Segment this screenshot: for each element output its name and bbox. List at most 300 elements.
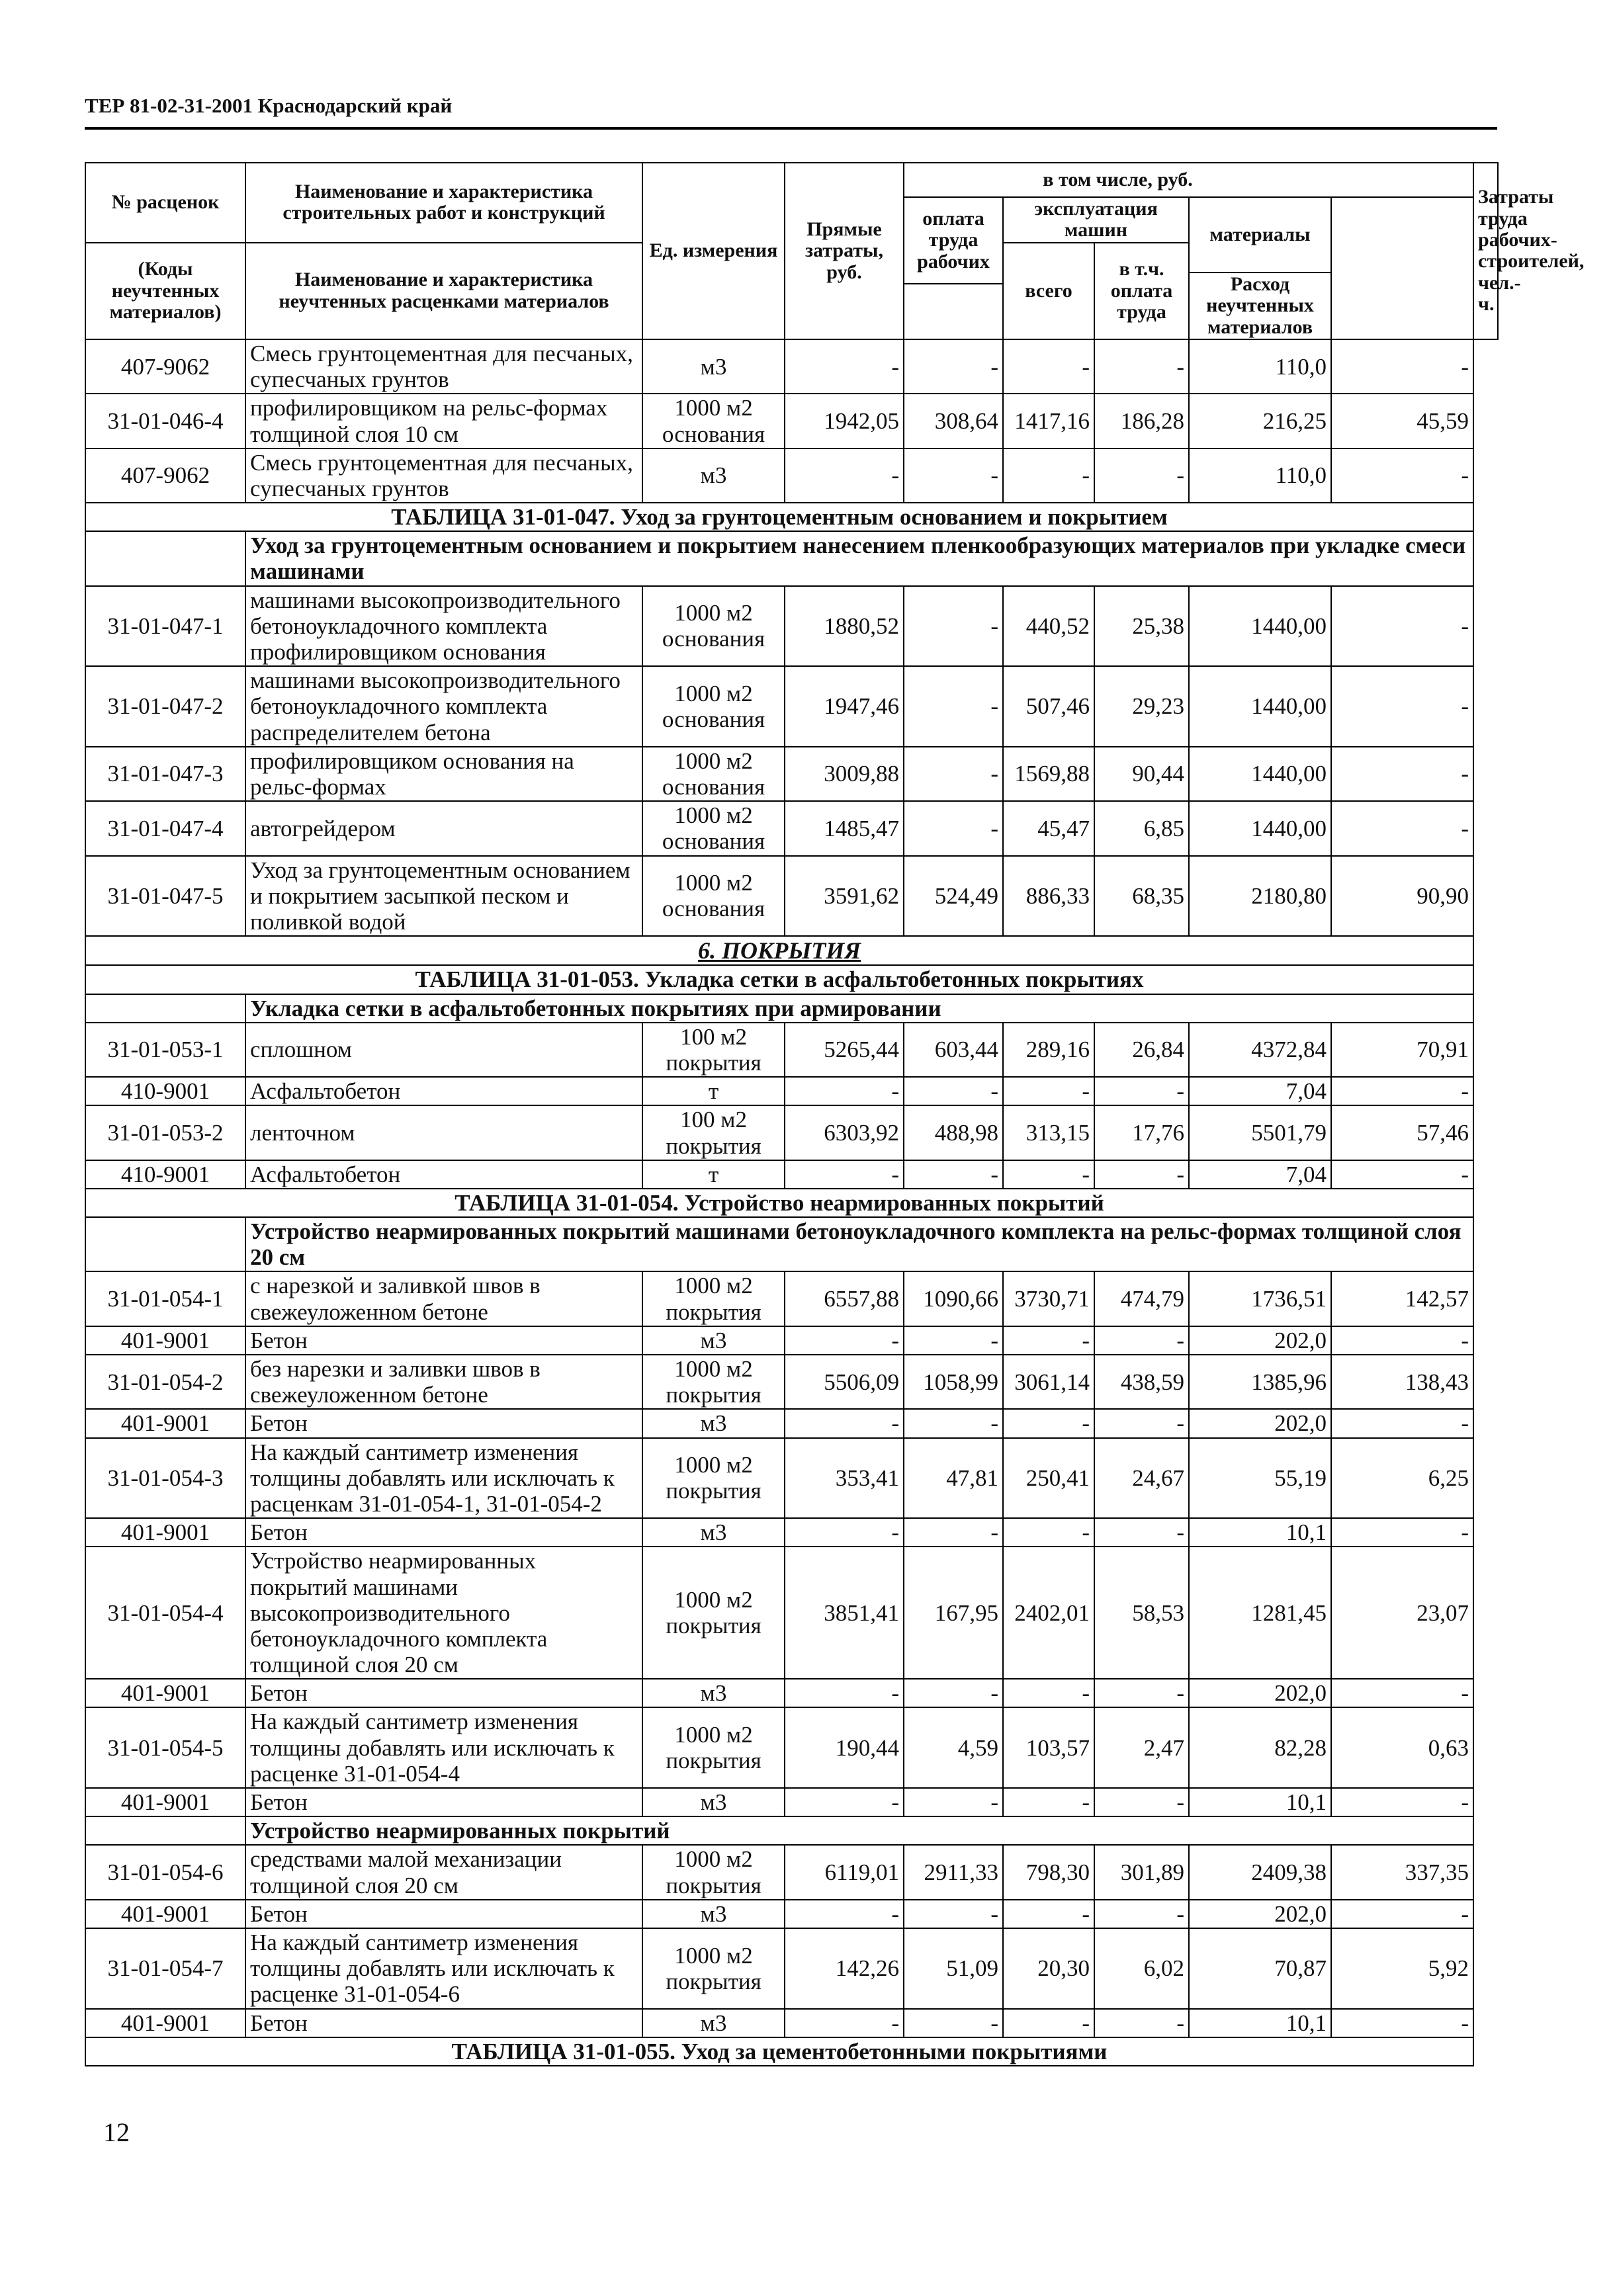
materials-cost: 1385,96 xyxy=(1189,1355,1331,1409)
machines-wages: - xyxy=(1094,2009,1189,2037)
rate-code: 31-01-054-4 xyxy=(85,1547,245,1679)
labor-cost: 0,63 xyxy=(1331,1707,1473,1788)
group-code-blank xyxy=(85,1816,245,1845)
group-title: Уход за грунтоцементным основанием и покрытием нанесением пленкообразующих материалов при укладке смеси машинами xyxy=(245,531,1473,585)
unit-cell: т xyxy=(642,1077,785,1105)
table-row xyxy=(85,1105,1498,1160)
rate-code: 407-9062 xyxy=(85,448,245,503)
wages-cost: - xyxy=(904,666,1003,747)
unit-cell: м3 xyxy=(642,1900,785,1928)
machines-cost: 440,52 xyxy=(1003,586,1094,667)
machines-cost: - xyxy=(1003,1900,1094,1928)
direct-cost: - xyxy=(785,339,904,394)
materials-cost: 202,0 xyxy=(1189,1326,1331,1355)
header-rule xyxy=(85,127,1497,130)
materials-cost: 2180,80 xyxy=(1189,856,1331,937)
section-title: ТАБЛИЦА 31-01-053. Укладка сетки в асфальтобетонных покрытиях xyxy=(85,965,1473,994)
header-code: № расценок xyxy=(85,163,245,243)
work-name: Асфальтобетон xyxy=(245,1077,642,1105)
direct-cost: 353,41 xyxy=(785,1438,904,1519)
rate-code: 31-01-054-5 xyxy=(85,1707,245,1788)
materials-cost: 202,0 xyxy=(1189,1409,1331,1437)
machines-cost: - xyxy=(1003,1077,1094,1105)
unit-cell: 1000 м2 основания xyxy=(642,801,785,855)
labor-cost: 337,35 xyxy=(1331,1845,1473,1899)
direct-cost: 3009,88 xyxy=(785,747,904,801)
section-row xyxy=(85,503,1498,531)
work-name: Бетон xyxy=(245,1679,642,1707)
work-name: Асфальтобетон xyxy=(245,1160,642,1189)
table-row xyxy=(85,586,1498,667)
header-name: Наименование и характеристика строительных работ и конструкций xyxy=(245,163,642,243)
machines-wages: - xyxy=(1094,1077,1189,1105)
unit-cell: м3 xyxy=(642,1326,785,1355)
machines-wages: 2,47 xyxy=(1094,1707,1189,1788)
machines-cost: - xyxy=(1003,339,1094,394)
work-name: средствами малой механизации толщиной слоя 20 см xyxy=(245,1845,642,1899)
materials-cost: 55,19 xyxy=(1189,1438,1331,1519)
rate-code: 31-01-047-5 xyxy=(85,856,245,937)
table-row xyxy=(85,801,1498,855)
group-title: Устройство неармированных покрытий xyxy=(245,1816,1473,1845)
wages-cost: - xyxy=(904,1788,1003,1816)
materials-cost: 5501,79 xyxy=(1189,1105,1331,1160)
direct-cost: - xyxy=(785,2009,904,2037)
header-incl: в том числе, руб. xyxy=(904,163,1331,197)
table-row xyxy=(85,856,1498,937)
labor-cost: - xyxy=(1331,1679,1473,1707)
rates-table xyxy=(85,162,1585,2066)
machines-wages: - xyxy=(1094,448,1189,503)
chapter-title: 6. ПОКРЫТИЯ xyxy=(85,936,1473,965)
wages-cost: 167,95 xyxy=(904,1547,1003,1679)
machines-wages: - xyxy=(1094,1518,1189,1547)
section-row xyxy=(85,1189,1498,1217)
table-row xyxy=(85,1845,1498,1899)
machines-wages: 474,79 xyxy=(1094,1271,1189,1326)
section-row xyxy=(85,965,1498,994)
wages-cost: 488,98 xyxy=(904,1105,1003,1160)
direct-cost: 5506,09 xyxy=(785,1355,904,1409)
materials-cost: 216,25 xyxy=(1189,394,1331,448)
wages-cost: - xyxy=(904,1900,1003,1928)
table-row xyxy=(85,1679,1498,1707)
materials-cost: 7,04 xyxy=(1189,1160,1331,1189)
table-row xyxy=(85,1077,1498,1105)
table-row xyxy=(85,1788,1498,1816)
table-body xyxy=(85,339,1498,2066)
rate-code: 31-01-047-2 xyxy=(85,666,245,747)
machines-cost: 313,15 xyxy=(1003,1105,1094,1160)
machines-wages: 6,02 xyxy=(1094,1928,1189,2009)
wages-cost: - xyxy=(904,1160,1003,1189)
direct-cost: 6557,88 xyxy=(785,1271,904,1326)
table-row xyxy=(85,339,1498,394)
wages-cost: - xyxy=(904,801,1003,855)
work-name: профилировщиком основания на рельс-формах xyxy=(245,747,642,801)
table-row xyxy=(85,1355,1498,1409)
group-code-blank xyxy=(85,531,245,585)
wages-cost: 603,44 xyxy=(904,1023,1003,1077)
group-row xyxy=(85,994,1498,1023)
unit-cell: 1000 м2 основания xyxy=(642,586,785,667)
materials-cost: 1440,00 xyxy=(1189,747,1331,801)
unit-cell: 1000 м2 покрытия xyxy=(642,1845,785,1899)
machines-cost: - xyxy=(1003,448,1094,503)
header-wages-cont xyxy=(904,284,1003,339)
labor-cost: 90,90 xyxy=(1331,856,1473,937)
machines-cost: - xyxy=(1003,1326,1094,1355)
labor-cost: - xyxy=(1331,1788,1473,1816)
wages-cost: 524,49 xyxy=(904,856,1003,937)
rate-code: 31-01-047-1 xyxy=(85,586,245,667)
materials-cost: 110,0 xyxy=(1189,448,1331,503)
wages-cost: 4,59 xyxy=(904,1707,1003,1788)
direct-cost: 1942,05 xyxy=(785,394,904,448)
materials-cost: 10,1 xyxy=(1189,1788,1331,1816)
section-title: ТАБЛИЦА 31-01-055. Уход за цементобетонными покрытиями xyxy=(85,2037,1473,2066)
rate-code: 31-01-047-4 xyxy=(85,801,245,855)
rate-code: 31-01-054-7 xyxy=(85,1928,245,2009)
table-header xyxy=(85,163,1585,339)
labor-cost: 70,91 xyxy=(1331,1023,1473,1077)
direct-cost: 6303,92 xyxy=(785,1105,904,1160)
wages-cost: - xyxy=(904,448,1003,503)
labor-cost: - xyxy=(1331,747,1473,801)
labor-cost: - xyxy=(1331,1077,1473,1105)
direct-cost: 1485,47 xyxy=(785,801,904,855)
work-name: На каждый сантиметр изменения толщины добавлять или исключать к расценкам 31-01-054-1, 31-01-054-2 xyxy=(245,1438,642,1519)
machines-cost: - xyxy=(1003,1518,1094,1547)
machines-cost: 798,30 xyxy=(1003,1845,1094,1899)
machines-wages: - xyxy=(1094,1788,1189,1816)
work-name: машинами высокопроизводительного бетоноукладочного комплекта распределителем бетона xyxy=(245,666,642,747)
table-row xyxy=(85,1928,1498,2009)
work-name: машинами высокопроизводительного бетоноукладочного комплекта профилировщиком основания xyxy=(245,586,642,667)
machines-cost: 20,30 xyxy=(1003,1928,1094,2009)
table-row xyxy=(85,1271,1498,1326)
header-direct: Прямые затраты, руб. xyxy=(785,163,904,339)
wages-cost: 1058,99 xyxy=(904,1355,1003,1409)
unit-cell: 100 м2 покрытия xyxy=(642,1105,785,1160)
machines-cost: 250,41 xyxy=(1003,1438,1094,1519)
materials-cost: 202,0 xyxy=(1189,1900,1331,1928)
machines-wages: - xyxy=(1094,1409,1189,1437)
machines-wages: - xyxy=(1094,1679,1189,1707)
work-name: ленточном xyxy=(245,1105,642,1160)
table-row xyxy=(85,1160,1498,1189)
labor-cost: - xyxy=(1331,339,1473,394)
direct-cost: - xyxy=(785,1679,904,1707)
direct-cost: 1947,46 xyxy=(785,666,904,747)
materials-cost: 82,28 xyxy=(1189,1707,1331,1788)
work-name: Смесь грунтоцементная для песчаных, супесчаных грунтов xyxy=(245,448,642,503)
table-row xyxy=(85,1023,1498,1077)
chapter-row xyxy=(85,936,1498,965)
group-row xyxy=(85,531,1498,585)
materials-cost: 110,0 xyxy=(1189,339,1331,394)
table-row xyxy=(85,666,1498,747)
labor-cost: - xyxy=(1331,801,1473,855)
materials-cost: 10,1 xyxy=(1189,1518,1331,1547)
header-materials-sub: Расход неучтенных материалов xyxy=(1189,273,1331,339)
machines-cost: 2402,01 xyxy=(1003,1547,1094,1679)
work-name: автогрейдером xyxy=(245,801,642,855)
table-row xyxy=(85,1438,1498,1519)
labor-cost: 45,59 xyxy=(1331,394,1473,448)
table-row xyxy=(85,2009,1498,2037)
direct-cost: - xyxy=(785,1326,904,1355)
unit-cell: 1000 м2 покрытия xyxy=(642,1438,785,1519)
table-row xyxy=(85,448,1498,503)
group-code-blank xyxy=(85,994,245,1023)
materials-cost: 1440,00 xyxy=(1189,801,1331,855)
wages-cost: - xyxy=(904,1518,1003,1547)
wages-cost: 2911,33 xyxy=(904,1845,1003,1899)
machines-cost: 1417,16 xyxy=(1003,394,1094,448)
unit-cell: м3 xyxy=(642,1679,785,1707)
header-name-sub: Наименование и характеристика неучтенных расценками материалов xyxy=(245,243,642,339)
work-name: без нарезки и заливки швов в свежеуложенном бетоне xyxy=(245,1355,642,1409)
direct-cost: - xyxy=(785,1518,904,1547)
wages-cost: - xyxy=(904,586,1003,667)
unit-cell: 1000 м2 покрытия xyxy=(642,1707,785,1788)
direct-cost: - xyxy=(785,1788,904,1816)
wages-cost: 308,64 xyxy=(904,394,1003,448)
unit-cell: 1000 м2 покрытия xyxy=(642,1547,785,1679)
rate-code: 401-9001 xyxy=(85,1900,245,1928)
machines-wages: 58,53 xyxy=(1094,1547,1189,1679)
rate-code: 401-9001 xyxy=(85,1409,245,1437)
labor-cost: 5,92 xyxy=(1331,1928,1473,2009)
rate-code: 31-01-047-3 xyxy=(85,747,245,801)
labor-cost: - xyxy=(1331,2009,1473,2037)
unit-cell: м3 xyxy=(642,448,785,503)
unit-cell: 1000 м2 покрытия xyxy=(642,1928,785,2009)
work-name: Устройство неармированных покрытий машинами высокопроизводительного бетоноукладочного комплекта толщиной слоя 20 см xyxy=(245,1547,642,1679)
rate-code: 401-9001 xyxy=(85,2009,245,2037)
machines-wages: - xyxy=(1094,1326,1189,1355)
work-name: Уход за грунтоцементным основанием и покрытием засыпкой песком и поливкой водой xyxy=(245,856,642,937)
materials-cost: 4372,84 xyxy=(1189,1023,1331,1077)
labor-cost: - xyxy=(1331,1900,1473,1928)
wages-cost: - xyxy=(904,747,1003,801)
direct-cost: - xyxy=(785,448,904,503)
wages-cost: - xyxy=(904,1409,1003,1437)
unit-cell: 1000 м2 основания xyxy=(642,747,785,801)
wages-cost: - xyxy=(904,2009,1003,2037)
section-title: ТАБЛИЦА 31-01-047. Уход за грунтоцементным основанием и покрытием xyxy=(85,503,1473,531)
rate-code: 31-01-054-3 xyxy=(85,1438,245,1519)
wages-cost: - xyxy=(904,1077,1003,1105)
header-machines: эксплуатация машин xyxy=(1003,197,1189,243)
machines-wages: 24,67 xyxy=(1094,1438,1189,1519)
machines-cost: - xyxy=(1003,1679,1094,1707)
labor-cost: - xyxy=(1331,1326,1473,1355)
wages-cost: 47,81 xyxy=(904,1438,1003,1519)
direct-cost: - xyxy=(785,1077,904,1105)
unit-cell: м3 xyxy=(642,2009,785,2037)
materials-cost: 2409,38 xyxy=(1189,1845,1331,1899)
direct-cost: 3591,62 xyxy=(785,856,904,937)
rate-code: 401-9001 xyxy=(85,1788,245,1816)
unit-cell: м3 xyxy=(642,1518,785,1547)
rate-code: 410-9001 xyxy=(85,1077,245,1105)
machines-wages: 17,76 xyxy=(1094,1105,1189,1160)
work-name: Бетон xyxy=(245,1518,642,1547)
rate-code: 410-9001 xyxy=(85,1160,245,1189)
direct-cost: - xyxy=(785,1160,904,1189)
header-unit: Ед. измерения xyxy=(642,163,785,339)
labor-cost: - xyxy=(1331,1518,1473,1547)
labor-cost: 23,07 xyxy=(1331,1547,1473,1679)
wages-cost: 51,09 xyxy=(904,1928,1003,2009)
table-row xyxy=(85,1707,1498,1788)
table-row xyxy=(85,747,1498,801)
wages-cost: 1090,66 xyxy=(904,1271,1003,1326)
direct-cost: 1880,52 xyxy=(785,586,904,667)
machines-wages: 25,38 xyxy=(1094,586,1189,667)
work-name: На каждый сантиметр изменения толщины добавлять или исключать к расценке 31-01-054-6 xyxy=(245,1928,642,2009)
machines-wages: 301,89 xyxy=(1094,1845,1189,1899)
labor-cost: - xyxy=(1331,448,1473,503)
rate-code: 31-01-053-1 xyxy=(85,1023,245,1077)
machines-cost: 45,47 xyxy=(1003,801,1094,855)
rate-code: 31-01-053-2 xyxy=(85,1105,245,1160)
labor-cost: 57,46 xyxy=(1331,1105,1473,1160)
machines-wages: 29,23 xyxy=(1094,666,1189,747)
rate-code: 407-9062 xyxy=(85,339,245,394)
direct-cost: 3851,41 xyxy=(785,1547,904,1679)
unit-cell: 100 м2 покрытия xyxy=(642,1023,785,1077)
machines-cost: 3061,14 xyxy=(1003,1355,1094,1409)
table-row xyxy=(85,394,1498,448)
work-name: сплошном xyxy=(245,1023,642,1077)
rate-code: 31-01-054-6 xyxy=(85,1845,245,1899)
materials-cost: 1281,45 xyxy=(1189,1547,1331,1679)
wages-cost: - xyxy=(904,1679,1003,1707)
rate-code: 401-9001 xyxy=(85,1326,245,1355)
direct-cost: 5265,44 xyxy=(785,1023,904,1077)
unit-cell: м3 xyxy=(642,339,785,394)
rate-code: 31-01-046-4 xyxy=(85,394,245,448)
rate-code: 401-9001 xyxy=(85,1518,245,1547)
labor-cost: - xyxy=(1331,1160,1473,1189)
machines-cost: 886,33 xyxy=(1003,856,1094,937)
section-title: ТАБЛИЦА 31-01-054. Устройство неармированных покрытий xyxy=(85,1189,1473,1217)
header-wages: оплата труда рабочих xyxy=(904,197,1003,284)
page-header: ТЕР 81-02-31-2001 Краснодарский край xyxy=(85,94,453,117)
work-name: с нарезкой и заливкой швов в свежеуложенном бетоне xyxy=(245,1271,642,1326)
rate-code: 401-9001 xyxy=(85,1679,245,1707)
wages-cost: - xyxy=(904,1326,1003,1355)
materials-cost: 7,04 xyxy=(1189,1077,1331,1105)
work-name: Бетон xyxy=(245,1409,642,1437)
machines-wages: 26,84 xyxy=(1094,1023,1189,1077)
work-name: Бетон xyxy=(245,1788,642,1816)
machines-cost: - xyxy=(1003,1160,1094,1189)
machines-wages: - xyxy=(1094,339,1189,394)
unit-cell: т xyxy=(642,1160,785,1189)
work-name: Бетон xyxy=(245,2009,642,2037)
direct-cost: 6119,01 xyxy=(785,1845,904,1899)
wages-cost: - xyxy=(904,339,1003,394)
header-code-sub: (Коды неучтенных материалов) xyxy=(85,243,245,339)
group-title: Устройство неармированных покрытий машинами бетоноукладочного комплекта на рельс-формах толщиной слоя 20 см xyxy=(245,1217,1473,1271)
machines-cost: 103,57 xyxy=(1003,1707,1094,1788)
machines-wages: 186,28 xyxy=(1094,394,1189,448)
machines-cost: - xyxy=(1003,2009,1094,2037)
work-name: Бетон xyxy=(245,1326,642,1355)
materials-cost: 202,0 xyxy=(1189,1679,1331,1707)
header-machines-wages: в т.ч. оплата труда xyxy=(1094,243,1189,339)
work-name: профилировщиком на рельс-формах толщиной слоя 10 см xyxy=(245,394,642,448)
labor-cost: - xyxy=(1331,586,1473,667)
machines-wages: 6,85 xyxy=(1094,801,1189,855)
materials-cost: 1736,51 xyxy=(1189,1271,1331,1326)
direct-cost: 142,26 xyxy=(785,1928,904,2009)
labor-cost: 142,57 xyxy=(1331,1271,1473,1326)
machines-cost: - xyxy=(1003,1788,1094,1816)
machines-wages: 68,35 xyxy=(1094,856,1189,937)
table-row xyxy=(85,1409,1498,1437)
unit-cell: м3 xyxy=(642,1788,785,1816)
unit-cell: 1000 м2 основания xyxy=(642,394,785,448)
unit-cell: 1000 м2 покрытия xyxy=(642,1271,785,1326)
labor-cost: - xyxy=(1331,1409,1473,1437)
labor-cost: - xyxy=(1331,666,1473,747)
header-labor: Затраты труда рабочих-строителей, чел.-ч. xyxy=(1473,163,1498,339)
table-row xyxy=(85,1547,1498,1679)
group-title: Укладка сетки в асфальтобетонных покрытиях при армировании xyxy=(245,994,1473,1023)
page-number: 12 xyxy=(103,2117,130,2147)
group-row xyxy=(85,1217,1498,1271)
work-name: На каждый сантиметр изменения толщины добавлять или исключать к расценке 31-01-054-4 xyxy=(245,1707,642,1788)
header-materials: материалы xyxy=(1189,197,1331,273)
labor-cost: 138,43 xyxy=(1331,1355,1473,1409)
table-row xyxy=(85,1900,1498,1928)
unit-cell: 1000 м2 основания xyxy=(642,856,785,937)
machines-cost: 3730,71 xyxy=(1003,1271,1094,1326)
machines-wages: - xyxy=(1094,1900,1189,1928)
group-code-blank xyxy=(85,1217,245,1271)
machines-cost: 289,16 xyxy=(1003,1023,1094,1077)
unit-cell: 1000 м2 основания xyxy=(642,666,785,747)
machines-cost: 507,46 xyxy=(1003,666,1094,747)
materials-cost: 1440,00 xyxy=(1189,586,1331,667)
materials-cost: 10,1 xyxy=(1189,2009,1331,2037)
work-name: Бетон xyxy=(245,1900,642,1928)
unit-cell: м3 xyxy=(642,1409,785,1437)
machines-cost: - xyxy=(1003,1409,1094,1437)
unit-cell: 1000 м2 покрытия xyxy=(642,1355,785,1409)
rate-code: 31-01-054-2 xyxy=(85,1355,245,1409)
table-row xyxy=(85,1326,1498,1355)
direct-cost: - xyxy=(785,1900,904,1928)
machines-cost: 1569,88 xyxy=(1003,747,1094,801)
work-name: Смесь грунтоцементная для песчаных, супесчаных грунтов xyxy=(245,339,642,394)
machines-wages: - xyxy=(1094,1160,1189,1189)
materials-cost: 1440,00 xyxy=(1189,666,1331,747)
direct-cost: 190,44 xyxy=(785,1707,904,1788)
header-machines-total: всего xyxy=(1003,243,1094,339)
machines-wages: 90,44 xyxy=(1094,747,1189,801)
group-row xyxy=(85,1816,1498,1845)
machines-wages: 438,59 xyxy=(1094,1355,1189,1409)
labor-cost: 6,25 xyxy=(1331,1438,1473,1519)
table-row xyxy=(85,1518,1498,1547)
section-row xyxy=(85,2037,1498,2066)
